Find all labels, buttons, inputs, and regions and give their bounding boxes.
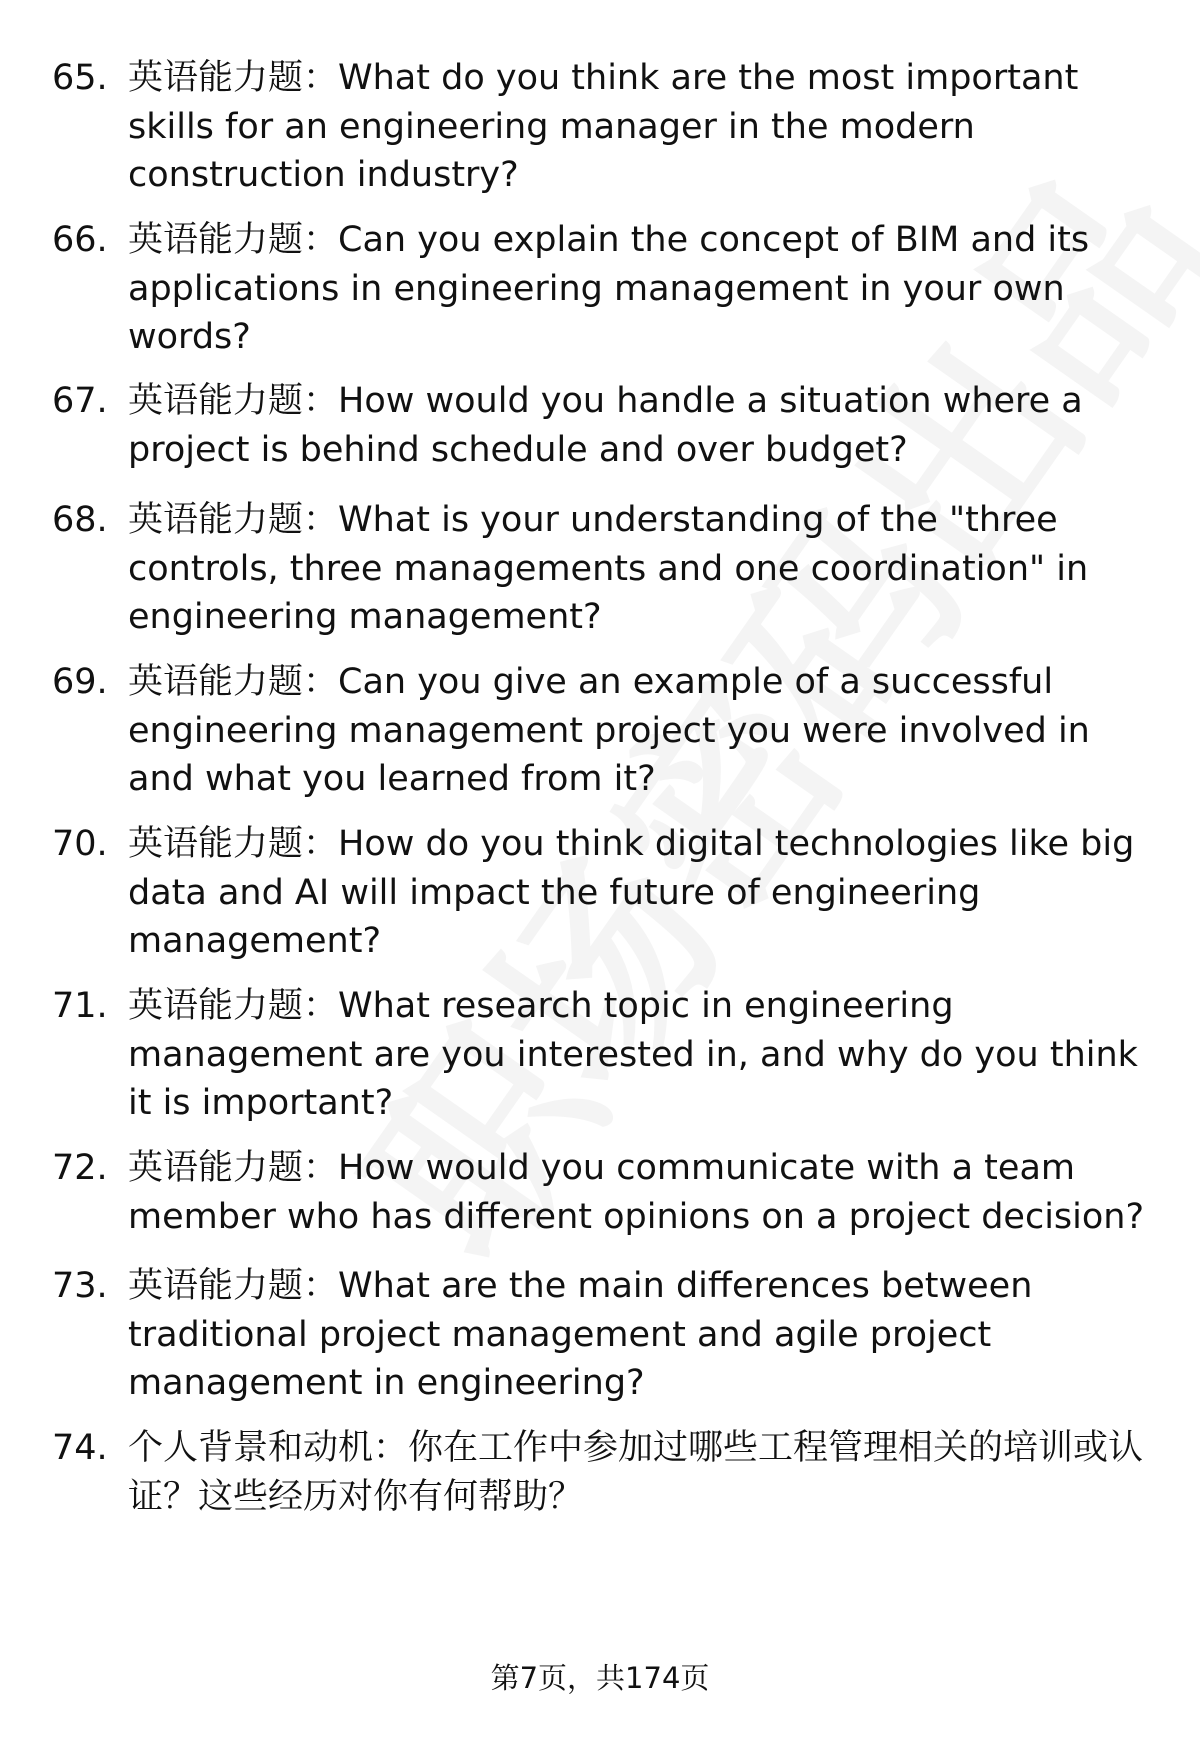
- question-item: [52, 1424, 1162, 1521]
- question-label: 个人背景和动机：: [128, 1428, 409, 1468]
- question-item: [52, 1144, 1162, 1241]
- question-body: [128, 982, 1162, 1128]
- question-body: [128, 1424, 1162, 1521]
- question-item: [52, 658, 1162, 804]
- question-label: 英语能力题：: [128, 58, 339, 98]
- question-number: 66.: [52, 220, 108, 260]
- question-item: [52, 496, 1162, 642]
- question-text: What are the main differences between traditional project management and agile project management in engineering?: [128, 1266, 1033, 1403]
- question-label: 英语能力题：: [128, 1266, 339, 1306]
- question-text: What research topic in engineering management are you interested in, and why do you think it is important?: [128, 986, 1138, 1123]
- question-number: 67.: [52, 381, 108, 421]
- question-item: [52, 820, 1162, 966]
- question-number: 68.: [52, 500, 108, 540]
- question-number: 70.: [52, 824, 108, 864]
- question-number: 73.: [52, 1266, 108, 1306]
- question-body: [128, 1144, 1162, 1241]
- question-number: 69.: [52, 662, 108, 702]
- question-body: [128, 216, 1162, 362]
- question-number: 72.: [52, 1148, 108, 1188]
- question-label: 英语能力题：: [128, 986, 339, 1026]
- question-number: 74.: [52, 1428, 108, 1468]
- question-text: What do you think are the most important skills for an engineering manager in the modern construction industry?: [128, 58, 1079, 195]
- question-number: 71.: [52, 986, 108, 1026]
- question-item: [52, 1262, 1162, 1408]
- question-text: 你在工作中参加过哪些工程管理相关的培训或认证？这些经历对你有何帮助？: [128, 1428, 1144, 1517]
- page-indicator: 第7页，共174页: [490, 1661, 710, 1695]
- question-label: 英语能力题：: [128, 662, 339, 702]
- question-item: [52, 216, 1162, 362]
- question-text: Can you give an example of a successful engineering management project you were involved in and what you learned from it?: [128, 662, 1090, 799]
- question-body: [128, 1262, 1162, 1408]
- question-item: [52, 982, 1162, 1128]
- question-body: [128, 820, 1162, 966]
- question-text: How would you handle a situation where a project is behind schedule and over budget?: [128, 381, 1083, 470]
- question-text: How do you think digital technologies like big data and AI will impact the future of engineering management?: [128, 824, 1135, 961]
- question-label: 英语能力题：: [128, 220, 339, 260]
- question-label: 英语能力题：: [128, 500, 339, 540]
- question-text: How would you communicate with a team member who has different opinions on a project decision?: [128, 1148, 1145, 1237]
- question-text: What is your understanding of the "three controls, three managements and one coordination" in engineering management?: [128, 500, 1089, 637]
- question-label: 英语能力题：: [128, 381, 339, 421]
- question-body: [128, 377, 1162, 474]
- question-text: Can you explain the concept of BIM and its applications in engineering management in your own words?: [128, 220, 1090, 357]
- question-label: 英语能力题：: [128, 824, 339, 864]
- question-body: [128, 658, 1162, 804]
- question-label: 英语能力题：: [128, 1148, 339, 1188]
- question-body: [128, 496, 1162, 642]
- question-item: [52, 377, 1162, 474]
- question-number: 65.: [52, 58, 108, 98]
- question-item: [52, 54, 1162, 200]
- question-body: [128, 54, 1162, 200]
